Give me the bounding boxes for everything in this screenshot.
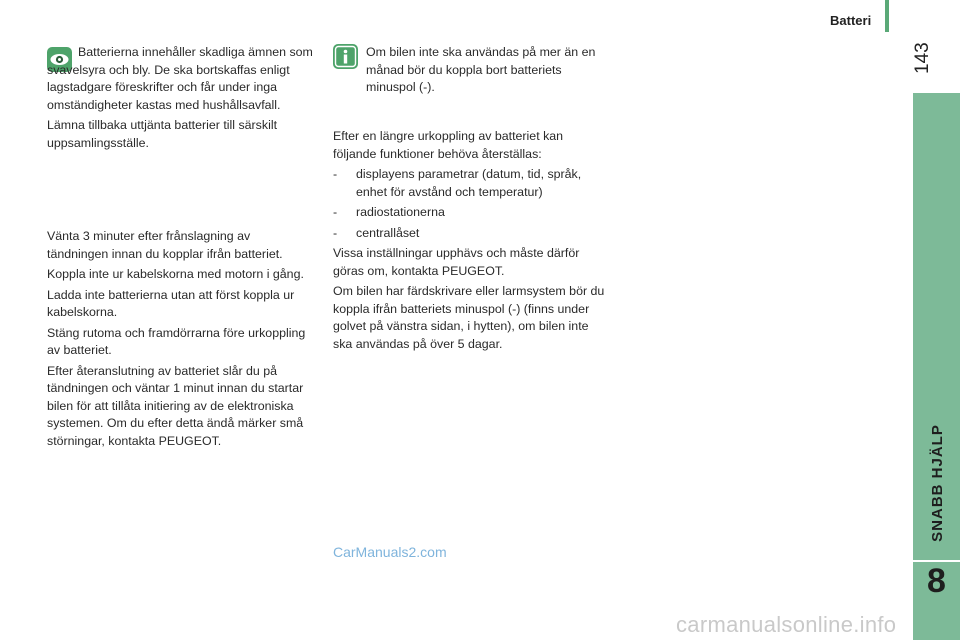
- list-item: [333, 166, 608, 201]
- side-tab-label: SNABB HJÄLP: [929, 424, 946, 542]
- intro-paragraph: Efter en längre urkoppling av batteriet kan följande funktioner behöva återställas:: [333, 129, 564, 161]
- warning-paragraph: Batterierna innehåller skadliga ämnen som svavelsyra och bly. De ska bortskaffas enligt lagstadgare föreskrifter och får under inga omständigheter kastas med hushållsavfall.: [47, 45, 313, 112]
- list-item-text: centrallåset: [356, 225, 420, 240]
- paragraph: Ladda inte batterierna utan att först koppla ur kabelskorna.: [47, 287, 295, 319]
- paragraph: Vänta 3 minuter efter frånslagning av tändningen innan du kopplar ifrån batteriet.: [47, 229, 283, 261]
- bullet-marker: -: [333, 225, 338, 240]
- bullet-marker: -: [333, 167, 338, 181]
- left-column: [47, 44, 313, 453]
- section-title: Batteri: [830, 13, 872, 28]
- right-column: [333, 128, 608, 356]
- list-item: [333, 225, 608, 243]
- page-number: 143: [912, 42, 933, 74]
- info-note: Om bilen inte ska användas på mer än en månad bör du koppla bort batteriets minuspol (-).: [366, 45, 596, 94]
- header-accent-bar: [885, 0, 889, 32]
- paragraph: Vissa inställningar upphävs och måste därför göras om, kontakta PEUGEOT.: [333, 246, 580, 278]
- watermark-link[interactable]: CarManuals2.com: [333, 544, 447, 560]
- list-item: [333, 204, 608, 222]
- chapter-number: 8: [927, 562, 946, 600]
- paragraph: Koppla inte ur kabelskorna med motorn i gång.: [47, 267, 304, 281]
- watermark-link[interactable]: carmanualsonline.info: [676, 612, 897, 637]
- paragraph: Om bilen har färdskrivare eller larmsystem bör du koppla ifrån batteriets minuspol (-) (finns under golvet på vänstra sidan, i hytten), om bilen inte ska användas på över 5 dagar.: [333, 284, 605, 351]
- paragraph: Efter återanslutning av batteriet slår du på tändningen och väntar 1 minut innan du startar bilen för att tillåta initiering av de elektroniska systemen. Om du efter detta ändå märker små störningar, kontakta PEUGEOT.: [47, 363, 304, 448]
- paragraph: Stäng rutoma och framdörrarna före urkoppling av batteriet.: [47, 325, 306, 357]
- list-item-text: radiostationerna: [356, 205, 445, 219]
- return-paragraph: Lämna tillbaka uttjänta batterier till särskilt uppsamlingsställe.: [47, 118, 278, 150]
- list-item-text: displayens parametrar (datum, tid, språk, enhet för avstånd och temperatur): [356, 167, 582, 199]
- chapter-side-tab[interactable]: [913, 93, 960, 640]
- bullet-marker: -: [333, 205, 338, 219]
- info-icon: [333, 44, 358, 69]
